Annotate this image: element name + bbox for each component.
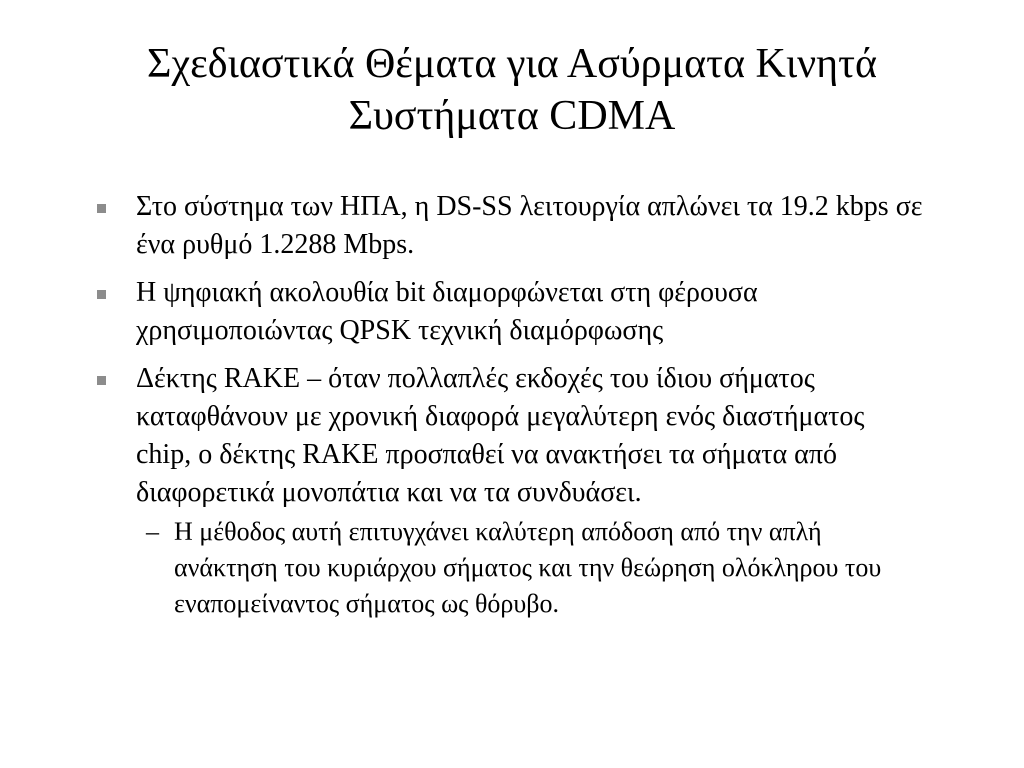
slide-title-line-2: Συστήματα CDMA [348, 93, 676, 139]
square-bullet-icon [97, 204, 106, 213]
bullet-text: Στο σύστημα των ΗΠΑ, η DS-SS λειτουργία απλώνει τα 19.2 kbps σε ένα ρυθμό 1.2288 Mbps. [136, 191, 923, 260]
bullet-text: Δέκτης RAKE – όταν πολλαπλές εκδοχές του ίδιου σήματος καταφθάνουν με χρονική διαφορά μεγαλύτερη ενός διαστήματος chip, ο δέκτης RAKE προσπαθεί να ανακτήσει τα σήματα από διαφορετικά μονοπάτια και να τα συνδυάσει. [136, 363, 865, 508]
slide-title-line-1: Σχεδιαστικά Θέματα για Ασύρματα Κινητά [147, 41, 877, 87]
sub-bullet-text: Η μέθοδος αυτή επιτυγχάνει καλύτερη απόδοση από την απλή ανάκτηση του κυριάρχου σήματος και την θεώρηση ολόκληρου του εναπομείναντος σήματος ως θόρυβο. [174, 517, 882, 618]
bullet-text: Η ψηφιακή ακολουθία bit διαμορφώνεται στη φέρουσα χρησιμοποιώντας QPSK τεχνική διαμόρφωσης [136, 277, 758, 346]
sub-bullet-item [136, 514, 904, 622]
bullet-item [0, 274, 926, 350]
bullet-list [0, 188, 1024, 632]
square-bullet-icon [97, 290, 106, 299]
square-bullet-icon [97, 376, 106, 385]
bullet-item [0, 188, 926, 264]
slide-title [60, 38, 964, 142]
sub-bullet-list [136, 514, 926, 622]
dash-bullet-icon: – [146, 517, 159, 546]
bullet-item [0, 360, 926, 622]
